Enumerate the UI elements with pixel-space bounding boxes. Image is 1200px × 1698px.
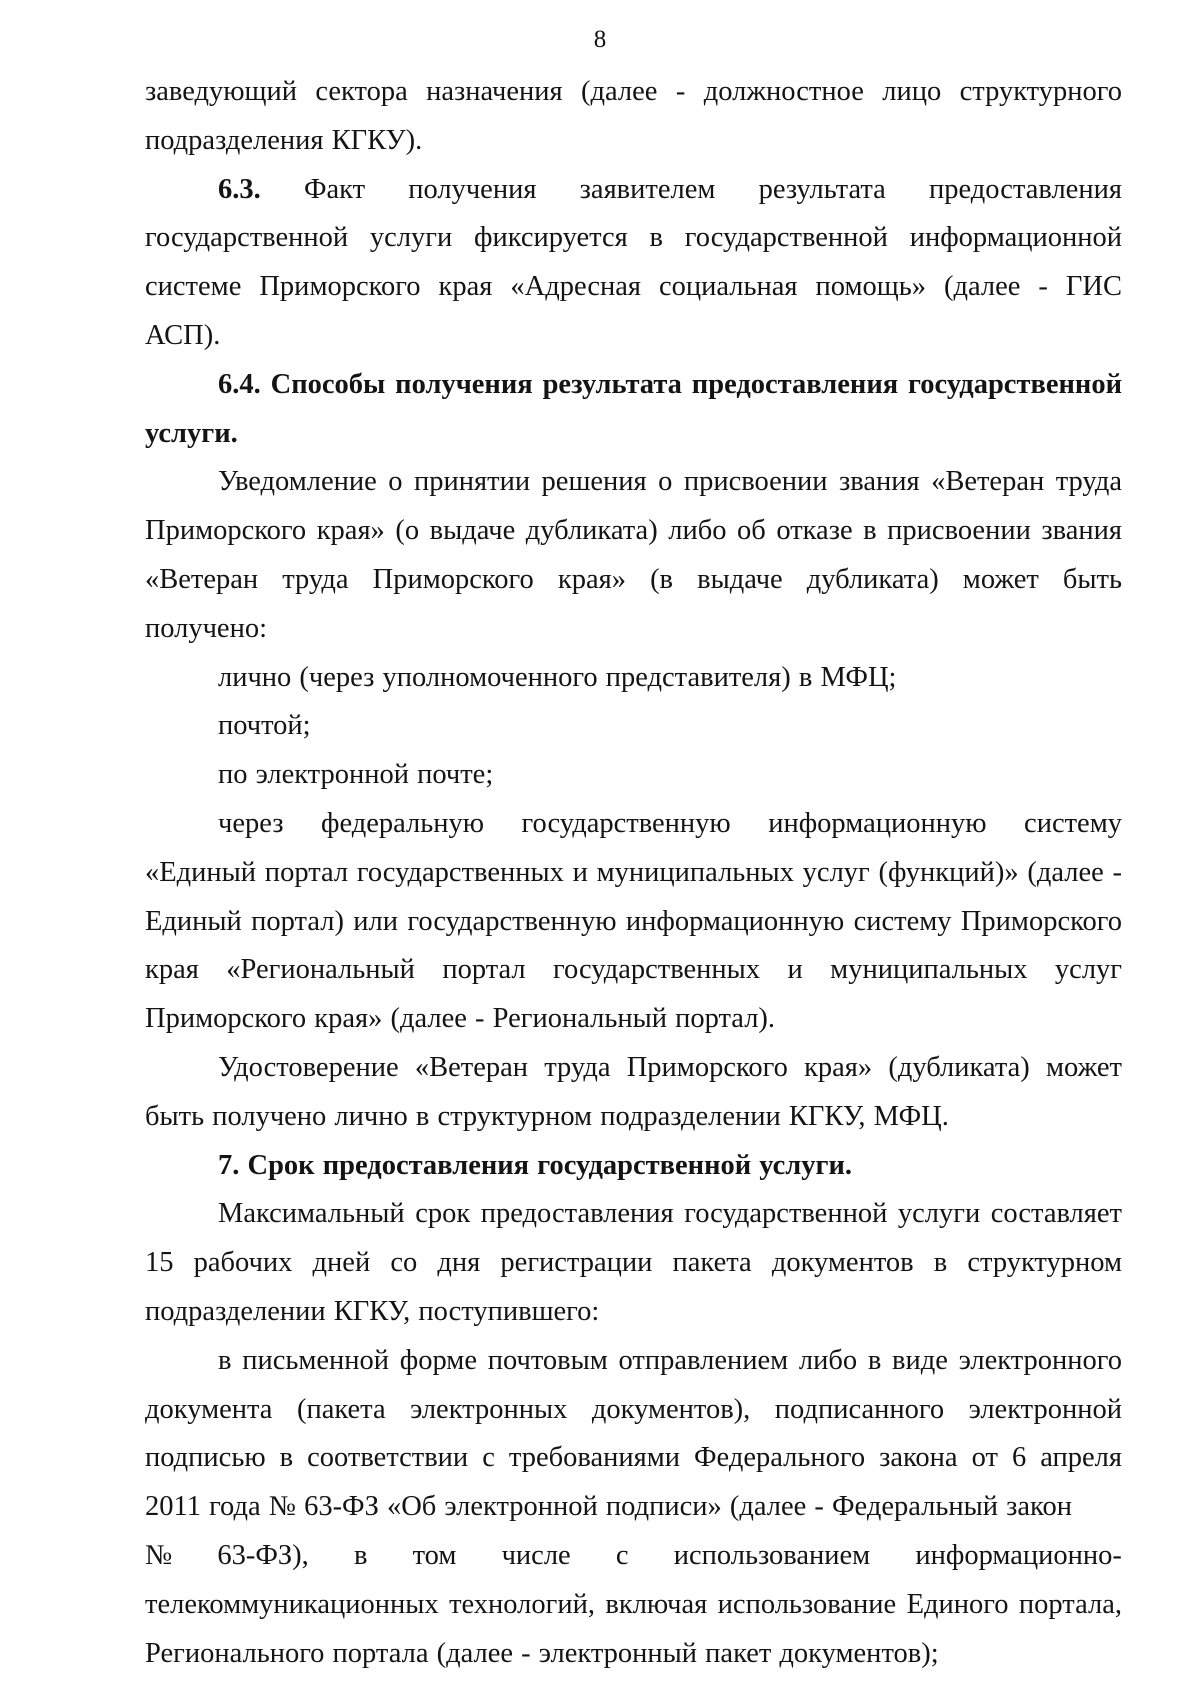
paragraph-6-3-rest: государственной услуги фиксируется в государственной информационной системе Приморского края «Адресная социальная помощь» (далее - ГИС АСП). [145, 222, 1122, 351]
word: использованием [673, 1539, 871, 1571]
paragraph-written-form-end: телекоммуникационных технологий, включая использование Единого портала, Регионального портала (далее - электронный пакет документов); [145, 1588, 1122, 1669]
paragraph-written-form-line [145, 1532, 1122, 1581]
paragraph-6-3-first-line [145, 166, 1122, 215]
word: с [615, 1539, 629, 1571]
word: числе [501, 1539, 571, 1571]
paragraph-max-term: Максимальный срок предоставления государственной услуги составляет 15 рабочих дней со дня регистрации пакета документов в структурном подразделении КГКУ, поступившего: [145, 1198, 1122, 1327]
list-item-portal: через федеральную государственную информационную систему «Единый портал государственных и муниципальных услуг (функций)» (далее - Единый портал) или государственную информационную систему Приморского края «Региональный портал государственных и муниципальных услуг Приморского края» (далее - Региональный портал). [145, 807, 1122, 1035]
paragraph-continuation: заведующий сектора назначения (далее - должностное лицо структурного подразделения КГКУ). [145, 76, 1122, 156]
word: Факт [303, 173, 366, 205]
word: в [353, 1539, 368, 1571]
section-heading-7: 7. Срок предоставления государственной услуги. [218, 1149, 853, 1181]
section-number-6-3: 6.3. [218, 173, 261, 205]
section-heading-6-4: 6.4. Способы получения результата предоставления государственной услуги. [145, 368, 1122, 449]
word: информационно- [915, 1539, 1122, 1571]
word: предоставления [929, 173, 1122, 205]
page-number: 8 [593, 26, 607, 53]
word: результата [758, 173, 886, 205]
paragraph-written-form: в письменной форме почтовым отправлением либо в виде электронного документа (пакета электронных документов), подписанного электронной подписью в соответствии с требованиями Федерального закона от 6 апреля 2011 года № 63-ФЗ «Об электронной подписи» (далее - Федеральный закон [145, 1344, 1122, 1523]
list-item-email: по электронной почте; [218, 759, 494, 791]
word: получения [408, 173, 537, 205]
word: № [145, 1539, 173, 1571]
word: 63-ФЗ), [217, 1539, 309, 1571]
list-item-mail: почтой; [218, 710, 311, 742]
paragraph-notification: Уведомление о принятии решения о присвоении звания «Ветеран труда Приморского края» (о выдаче дубликата) либо об отказе в присвоении звания «Ветеран труда Приморского края» (в выдаче дубликата) может быть получено: [145, 466, 1122, 644]
word: том [412, 1539, 457, 1571]
word: заявителем [579, 173, 716, 205]
document-body [145, 68, 1122, 1678]
paragraph-certificate: Удостоверение «Ветеран труда Приморского края» (дубликата) может быть получено лично в структурном подразделении КГКУ, МФЦ. [145, 1051, 1122, 1132]
list-item-in-person: лично (через уполномоченного представителя) в МФЦ; [218, 661, 897, 693]
